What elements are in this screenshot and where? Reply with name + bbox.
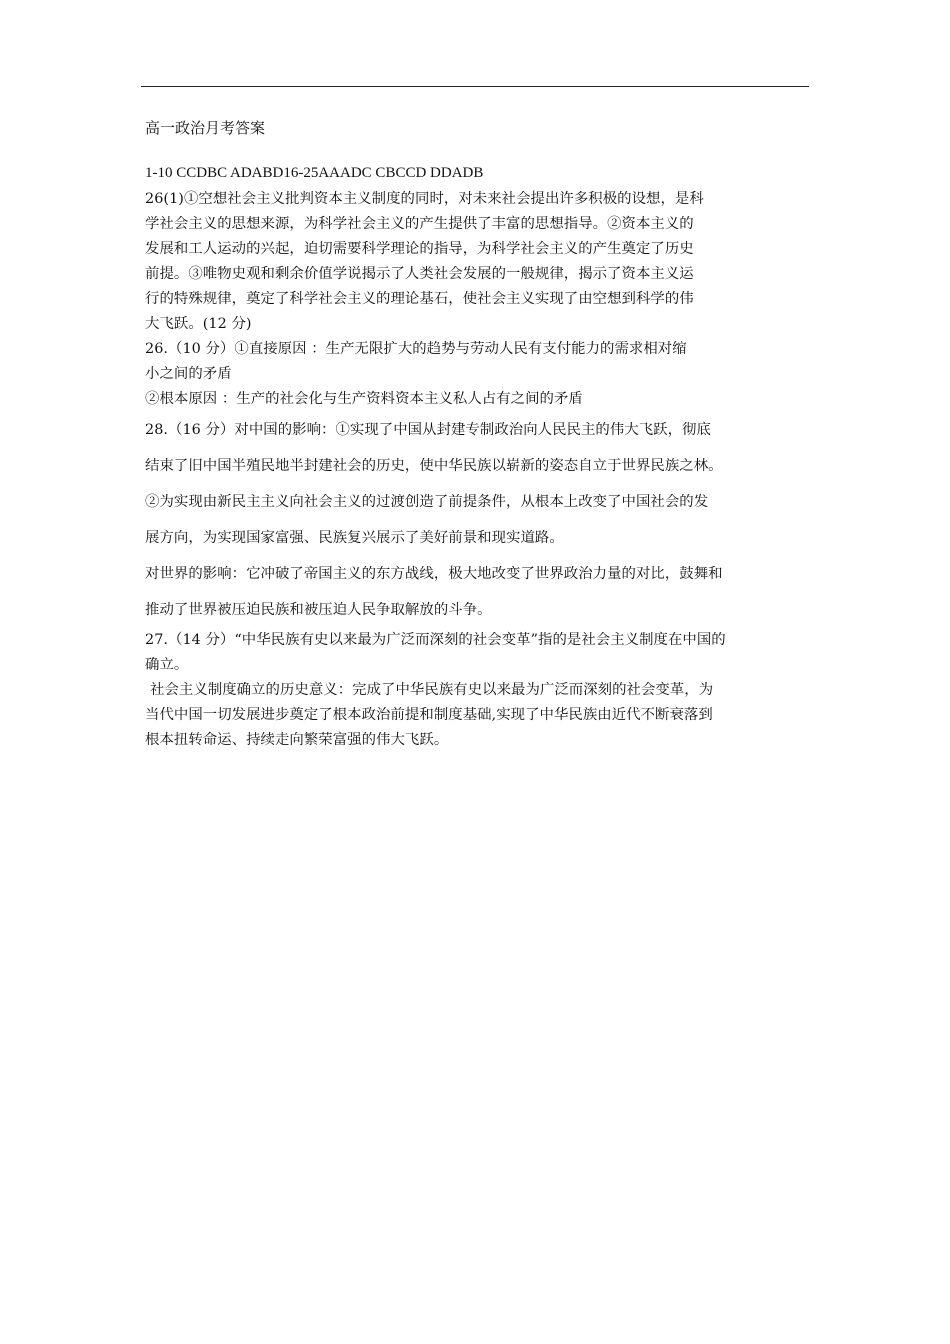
text-line: 展方向，为实现国家富强、民族复兴展示了美好前景和现实道路。 <box>145 530 564 546</box>
text-line: 前提。③唯物史观和剩余价值学说揭示了人类社会发展的一般规律，揭示了资本主义运 <box>145 266 694 282</box>
text-line: 学社会主义的思想来源，为科学社会主义的产生提供了丰富的思想指导。②资本主义的 <box>145 216 694 232</box>
text-line: ②为实现由新民主主义向社会主义的过渡创造了前提条件，从根本上改变了中国社会的发 <box>145 494 709 510</box>
question-28 <box>145 412 811 628</box>
question-26-2 <box>145 337 811 412</box>
text-line: 社会主义制度确立的历史意义：完成了中华民族有史以来最为广泛而深刻的社会变革，为 <box>150 682 714 698</box>
text-line: 行的特殊规律，奠定了科学社会主义的理论基石，使社会主义实现了由空想到科学的伟 <box>145 291 694 307</box>
text-line: 对世界的影响：它冲破了帝国主义的东方战线，极大地改变了世界政治力量的对比，鼓舞和 <box>145 566 723 582</box>
document-title: 高一政治月考答案 <box>145 119 266 137</box>
question-26-1 <box>145 187 811 337</box>
text-line: 大飞跃。(12 分) <box>145 316 252 332</box>
text-line: 确立。 <box>145 657 189 673</box>
text-line: 27.（14 分）“中华民族有史以来最为广泛而深刻的社会变革”指的是社会主义制度在中国的 <box>145 632 726 648</box>
choice-answers: 1-10 CCDBC ADABD16-25AAADC CBCCD DDADB <box>145 165 484 181</box>
header-rule <box>141 86 809 87</box>
text-line: 26(1)①空想社会主义批判资本主义制度的同时，对未来社会提出许多积极的设想，是科 <box>145 191 704 207</box>
text-line: ②根本原因 ：生产的社会化与生产资料资本主义私人占有之间的矛盾 <box>145 391 583 407</box>
text-line: 结束了旧中国半殖民地半封建社会的历史，使中华民族以崭新的姿态自立于世界民族之林。 <box>145 458 723 474</box>
text-line: 发展和工人运动的兴起，迫切需要科学理论的指导，为科学社会主义的产生奠定了历史 <box>145 241 694 257</box>
text-line: 28.（16 分）对中国的影响：①实现了中国从封建专制政治向人民民主的伟大飞跃，彻底 <box>145 422 711 438</box>
question-27 <box>145 628 811 753</box>
text-line: 根本扭转命运、持续走向繁荣富强的伟大飞跃。 <box>145 732 449 748</box>
text-line: 26.（10 分）①直接原因 ：生产无限扩大的趋势与劳动人民有支付能力的需求相对缩 <box>145 341 687 357</box>
text-line: 当代中国一切发展进步奠定了根本政治前提和制度基础,实现了中华民族由近代不断衰落到 <box>145 707 713 723</box>
text-line: 推动了世界被压迫民族和被压迫人民争取解放的斗争。 <box>145 602 492 618</box>
text-line: 小之间的矛盾 <box>145 366 232 382</box>
document-body <box>145 115 811 753</box>
